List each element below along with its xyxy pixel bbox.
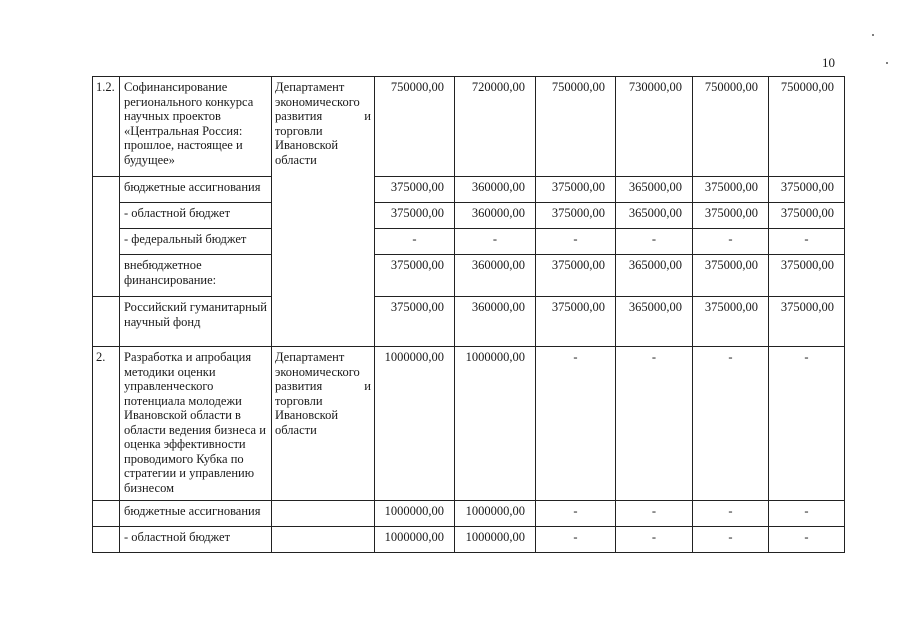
table-row bbox=[93, 255, 845, 297]
value-cell: 1000000,00 bbox=[375, 347, 455, 501]
value-cell: 750000,00 bbox=[769, 77, 845, 177]
table-row bbox=[93, 297, 845, 347]
table-row bbox=[93, 177, 845, 203]
value-cell: 750000,00 bbox=[693, 77, 769, 177]
value-cell: - bbox=[769, 229, 845, 255]
value-cell: - bbox=[616, 527, 693, 553]
value-cell: 375000,00 bbox=[769, 297, 845, 347]
value-cell: - bbox=[769, 347, 845, 501]
value-cell: - bbox=[693, 229, 769, 255]
value-cell: 1000000,00 bbox=[455, 501, 536, 527]
funding-source: - областной бюджет bbox=[120, 527, 272, 553]
value-cell: - bbox=[536, 501, 616, 527]
funding-source: внебюджетное финансирование: bbox=[120, 255, 272, 297]
row-number: 1.2. bbox=[93, 77, 120, 177]
funding-source: - областной бюджет bbox=[120, 203, 272, 229]
measure-name: Разработка и апробация методики оценки управленческого потенциала молодежи Ивановской области в области ведения бизнеса и оценка эффективности проводимого Кубка по стратегии и управлению бизнесом bbox=[120, 347, 272, 501]
department-empty bbox=[272, 501, 375, 527]
value-cell: 360000,00 bbox=[455, 297, 536, 347]
value-cell: - bbox=[769, 527, 845, 553]
value-cell: 365000,00 bbox=[616, 297, 693, 347]
value-cell: 375000,00 bbox=[536, 203, 616, 229]
value-cell: 375000,00 bbox=[769, 177, 845, 203]
value-cell: - bbox=[536, 229, 616, 255]
budget-table bbox=[92, 76, 845, 553]
value-cell: 375000,00 bbox=[375, 177, 455, 203]
value-cell: 375000,00 bbox=[693, 297, 769, 347]
value-cell: 360000,00 bbox=[455, 255, 536, 297]
value-cell: 750000,00 bbox=[536, 77, 616, 177]
value-cell: 375000,00 bbox=[769, 255, 845, 297]
value-cell: - bbox=[616, 229, 693, 255]
value-cell: 375000,00 bbox=[693, 255, 769, 297]
value-cell: - bbox=[693, 501, 769, 527]
value-cell: 750000,00 bbox=[375, 77, 455, 177]
value-cell: - bbox=[769, 501, 845, 527]
row-number-empty bbox=[93, 297, 120, 347]
department: Департамент экономического развития и торговли Ивановской области bbox=[272, 77, 375, 347]
value-cell: - bbox=[693, 527, 769, 553]
funding-source: бюджетные ассигнования bbox=[120, 501, 272, 527]
table-row bbox=[93, 203, 845, 229]
value-cell: 1000000,00 bbox=[455, 347, 536, 501]
row-number: 2. bbox=[93, 347, 120, 501]
department: Департамент экономического развития и торговли Ивановской области bbox=[272, 347, 375, 501]
value-cell: 375000,00 bbox=[375, 255, 455, 297]
value-cell: 375000,00 bbox=[693, 203, 769, 229]
value-cell: 720000,00 bbox=[455, 77, 536, 177]
funding-source: бюджетные ассигнования bbox=[120, 177, 272, 203]
table-row bbox=[93, 501, 845, 527]
value-cell: - bbox=[616, 347, 693, 501]
row-number-empty bbox=[93, 177, 120, 297]
value-cell: - bbox=[455, 229, 536, 255]
table-row bbox=[93, 77, 845, 177]
value-cell: 375000,00 bbox=[536, 297, 616, 347]
value-cell: 360000,00 bbox=[455, 177, 536, 203]
funding-source: Российский гуманитарный научный фонд bbox=[120, 297, 272, 347]
value-cell: 375000,00 bbox=[693, 177, 769, 203]
value-cell: 1000000,00 bbox=[375, 501, 455, 527]
value-cell: 365000,00 bbox=[616, 203, 693, 229]
page-number: 10 bbox=[822, 55, 835, 70]
table-row bbox=[93, 229, 845, 255]
scan-speck bbox=[872, 34, 874, 36]
value-cell: - bbox=[616, 501, 693, 527]
funding-source: - федеральный бюджет bbox=[120, 229, 272, 255]
value-cell: 375000,00 bbox=[375, 297, 455, 347]
table-row bbox=[93, 347, 845, 501]
value-cell: 365000,00 bbox=[616, 177, 693, 203]
value-cell: 1000000,00 bbox=[375, 527, 455, 553]
row-number-empty bbox=[93, 527, 120, 553]
value-cell: 375000,00 bbox=[769, 203, 845, 229]
department-empty bbox=[272, 527, 375, 553]
table-row bbox=[93, 527, 845, 553]
value-cell: 375000,00 bbox=[536, 255, 616, 297]
value-cell: - bbox=[693, 347, 769, 501]
value-cell: - bbox=[375, 229, 455, 255]
value-cell: 375000,00 bbox=[375, 203, 455, 229]
value-cell: - bbox=[536, 527, 616, 553]
value-cell: 375000,00 bbox=[536, 177, 616, 203]
row-number-empty bbox=[93, 501, 120, 527]
value-cell: 365000,00 bbox=[616, 255, 693, 297]
scan-speck bbox=[886, 62, 888, 64]
value-cell: 730000,00 bbox=[616, 77, 693, 177]
value-cell: - bbox=[536, 347, 616, 501]
measure-name: Софинансирование регионального конкурса научных проектов «Центральная Россия: прошлое, настоящее и будущее» bbox=[120, 77, 272, 177]
value-cell: 360000,00 bbox=[455, 203, 536, 229]
value-cell: 1000000,00 bbox=[455, 527, 536, 553]
